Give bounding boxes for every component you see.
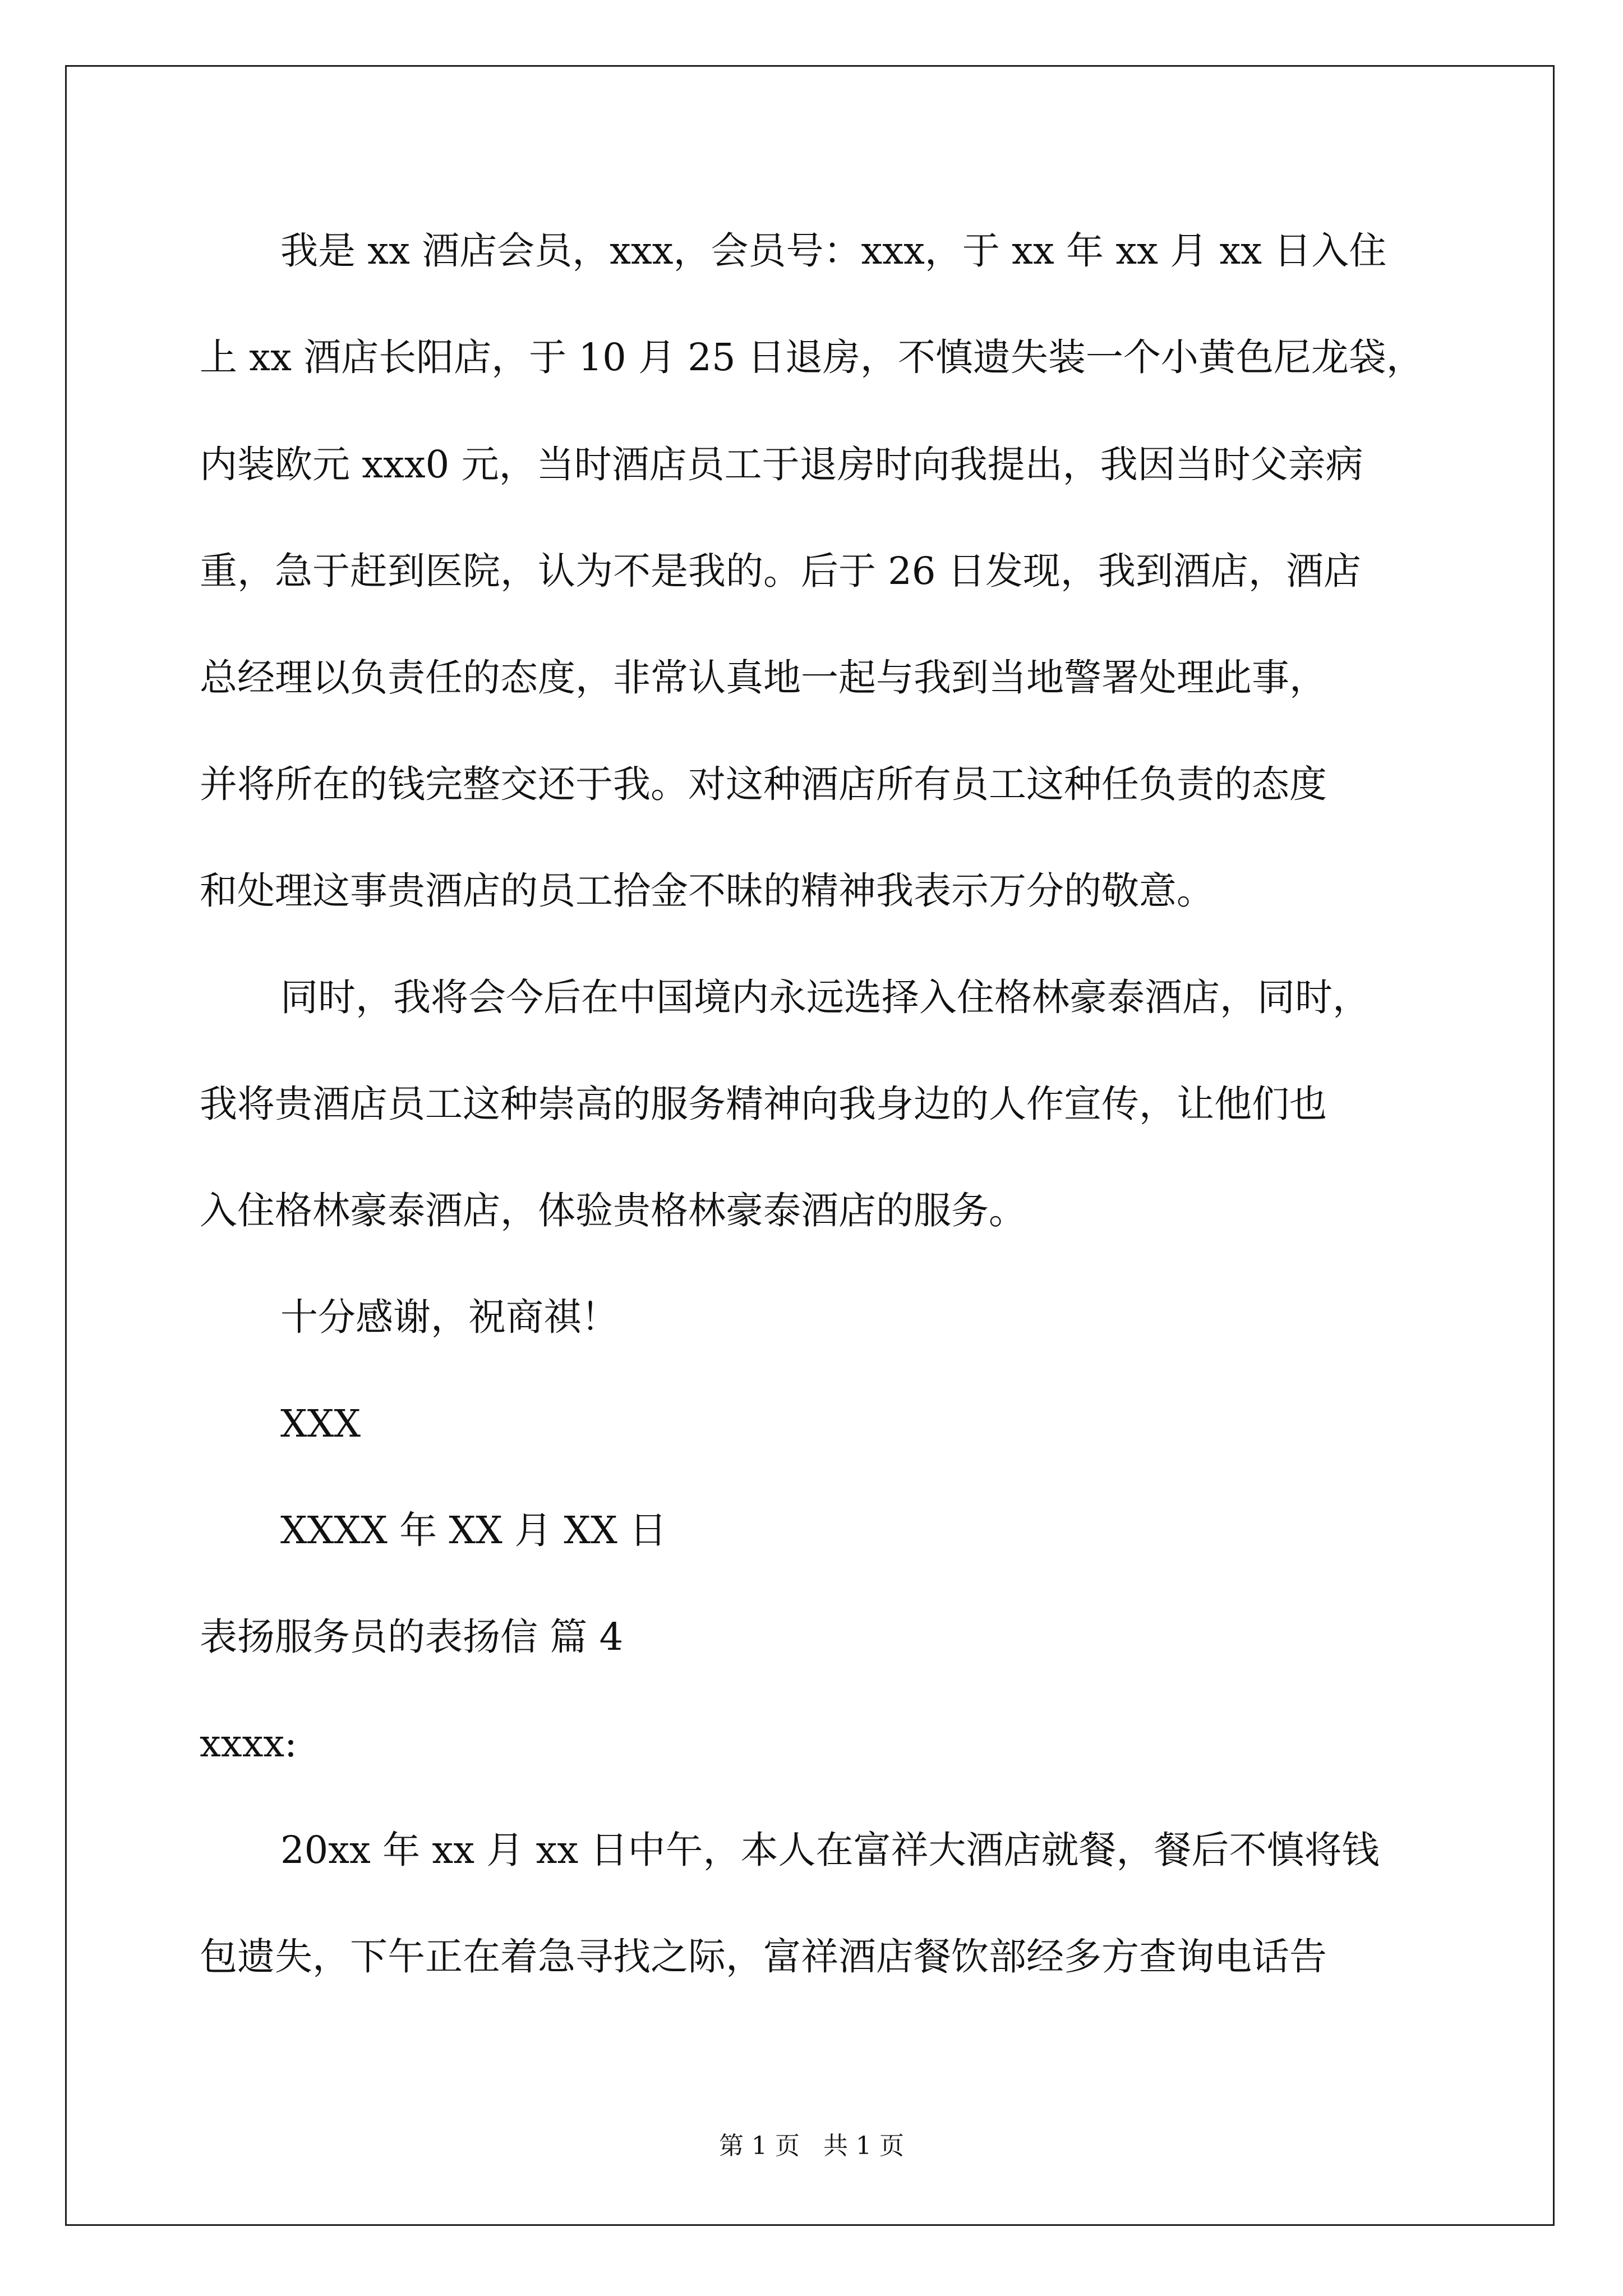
- paragraph-line: 重，急于赶到医院，认为不是我的。后于 26 日发现，我到酒店，酒店: [200, 549, 1361, 593]
- page-border: [65, 65, 1555, 2226]
- paragraph-line: 并将所在的钱完整交还于我。对这种酒店所有员工这种任负责的态度: [200, 762, 1327, 806]
- paragraph-line: 入住格林豪泰酒店，体验贵格林豪泰酒店的服务。: [200, 1189, 1026, 1232]
- paragraph-line: 总经理以负责任的态度，非常认真地一起与我到当地警署处理此事，: [200, 656, 1327, 700]
- paragraph-line: 和处理这事贵酒店的员工拾金不昧的精神我表示万分的敬意。: [200, 869, 1214, 913]
- paragraph-line: 我是 xx 酒店会员，xxx，会员号：xxx，于 xx 年 xx 月 xx 日入住: [280, 229, 1387, 273]
- paragraph-line: 内装欧元 xxx0 元，当时酒店员工于退房时向我提出，我因当时父亲病: [200, 443, 1363, 486]
- section-heading: 表扬服务员的表扬信 篇 4: [200, 1615, 624, 1659]
- paragraph-line: 包遗失，下午正在着急寻找之际，富祥酒店餐饮部经多方查询电话告: [200, 1935, 1327, 1978]
- page-footer: 第 1 页 共 1 页: [719, 2132, 904, 2160]
- paragraph-line: 上 xx 酒店长阳店，于 10 月 25 日退房，不慎遗失装一个小黄色尼龙袋，: [200, 335, 1424, 379]
- salutation: xxxx:: [200, 1722, 297, 1765]
- signature-name: XXX: [280, 1402, 361, 1446]
- signature-date: XXXX 年 XX 月 XX 日: [280, 1508, 667, 1552]
- paragraph-line: 同时，我将会今后在中国境内永远选择入住格林豪泰酒店，同时，: [280, 976, 1370, 1019]
- closing-line: 十分感谢，祝商祺！: [280, 1295, 619, 1339]
- paragraph-line: 我将贵酒店员工这种崇高的服务精神向我身边的人作宣传，让他们也: [200, 1082, 1327, 1126]
- paragraph-line: 20xx 年 xx 月 xx 日中午，本人在富祥大酒店就餐，餐后不慎将钱: [280, 1828, 1380, 1872]
